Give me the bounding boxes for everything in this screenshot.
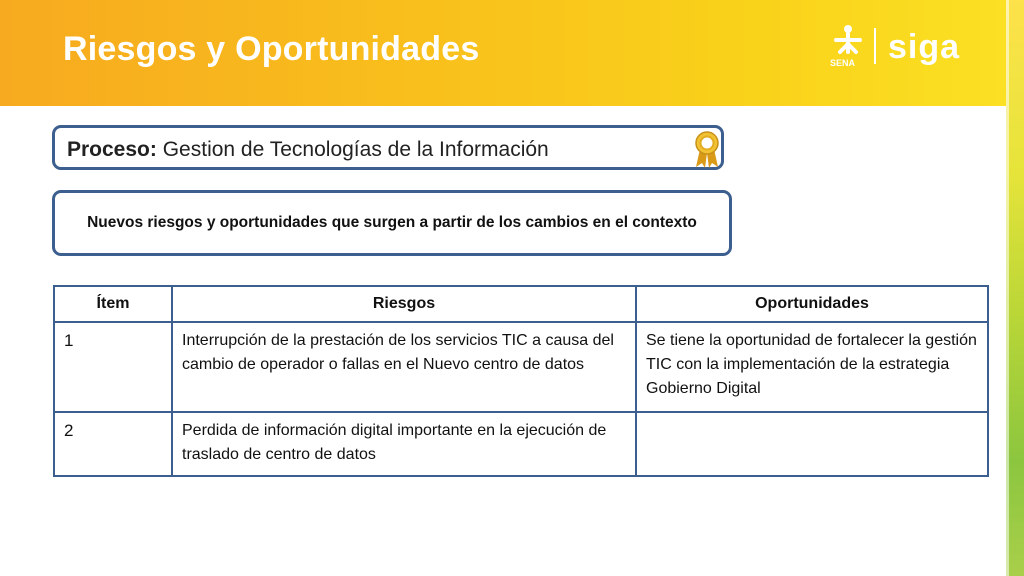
header-oportunidades: Oportunidades <box>636 286 988 322</box>
cell-riesgos: Perdida de información digital importante en la ejecución de traslado de centro de datos <box>172 412 636 476</box>
sena-logo-text: SENA <box>830 58 856 68</box>
proceso-box <box>52 125 724 170</box>
proceso-label: Proceso: <box>67 138 157 161</box>
cell-riesgos: Interrupción de la prestación de los servicios TIC a causa del cambio de operador o fallas en el Nuevo centro de datos <box>172 322 636 412</box>
cell-item: 2 <box>54 412 172 476</box>
logo-divider <box>874 28 876 64</box>
nuevos-riesgos-box <box>52 190 732 256</box>
cell-oportunidades: Se tiene la oportunidad de fortalecer la gestión TIC con la implementación de la estrategia Gobierno Digital <box>636 322 988 412</box>
proceso-text <box>67 138 549 162</box>
table-header-row <box>54 286 988 322</box>
header-item: Ítem <box>54 286 172 322</box>
riesgos-table <box>53 285 989 477</box>
nuevos-riesgos-text: Nuevos riesgos y oportunidades que surgen a partir de los cambios en el contexto <box>87 214 697 231</box>
cell-oportunidades <box>636 412 988 476</box>
slide-title: Riesgos y Oportunidades <box>63 30 480 68</box>
siga-logo-text: siga <box>888 28 961 66</box>
cell-item: 1 <box>54 322 172 412</box>
header-riesgos: Riesgos <box>172 286 636 322</box>
sena-logo-icon <box>828 24 868 56</box>
award-ribbon-icon <box>692 131 722 169</box>
table-row <box>54 412 988 476</box>
logos <box>826 22 976 74</box>
side-color-strip <box>1006 0 1024 576</box>
proceso-value: Gestion de Tecnologías de la Información <box>162 138 549 161</box>
table-row <box>54 322 988 412</box>
